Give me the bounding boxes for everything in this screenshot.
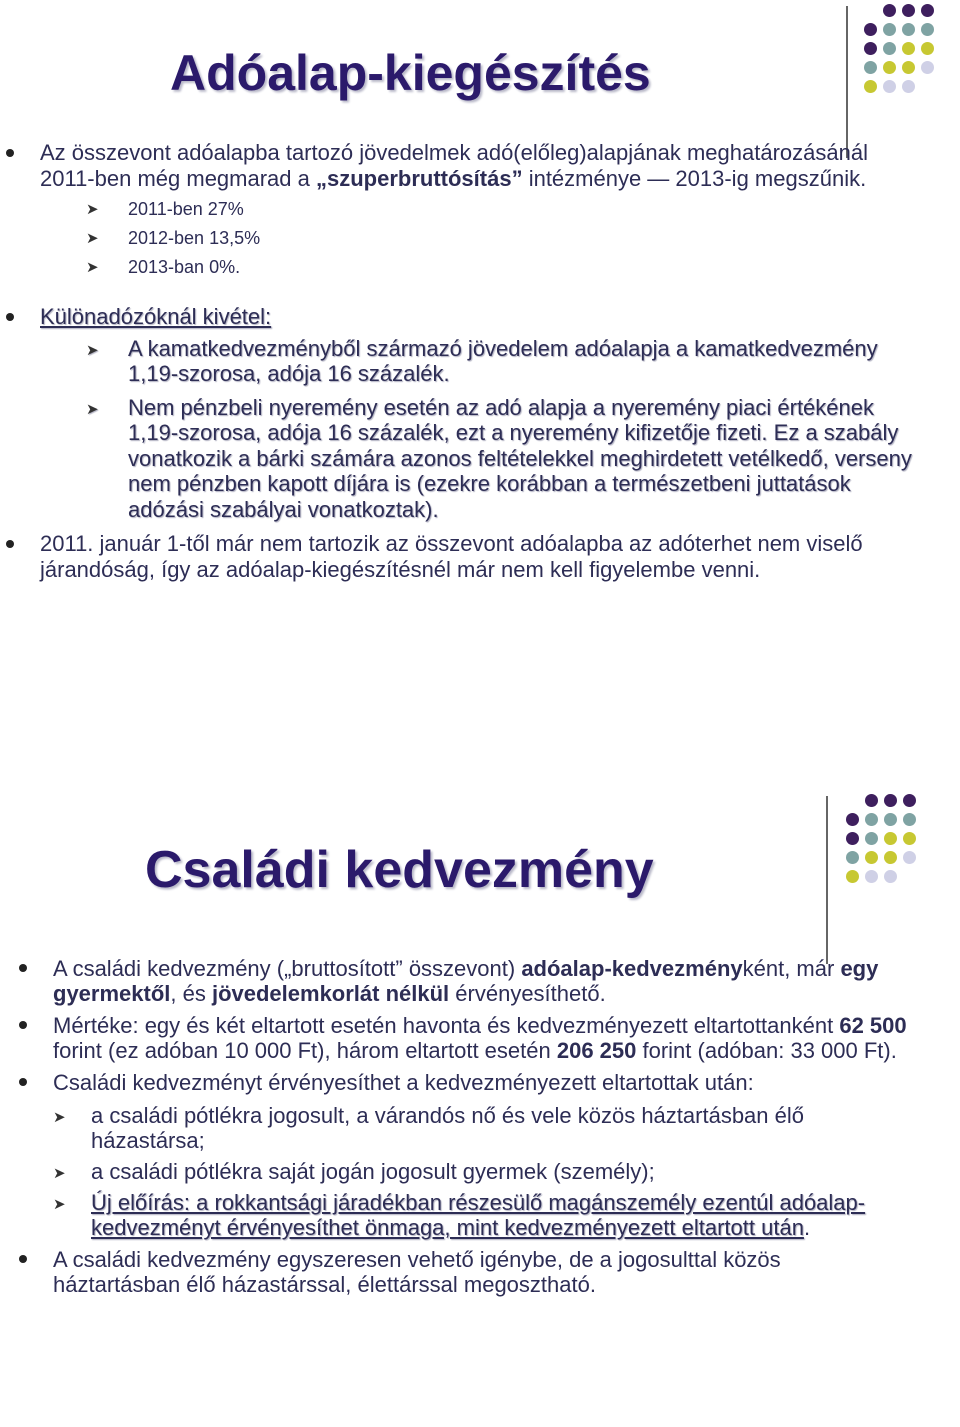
decorative-dot bbox=[903, 794, 916, 807]
list-item bbox=[40, 531, 920, 582]
decorative-dot bbox=[883, 80, 896, 93]
decorative-dot bbox=[921, 61, 934, 74]
list-item: ➤ Nem pénzbeli nyeremény esetén az adó alapja a nyeremény piaci értékének 1,19-szorosa, adója 16 százalék, ezt a nyeremény kifizetője fizeti. Ez a szabály vonatkozik a bárki számára azonos feltételekkel meghirdetett vetélkedő, verseny nem pénzben kapott díjára is (ezekre korábban a természetbeni juttatások adózási szabályai vonatkoztak). bbox=[86, 394, 912, 522]
list-item: ➤ 2011-ben 27% bbox=[128, 195, 920, 224]
decorative-dot bbox=[883, 61, 896, 74]
decorative-dot bbox=[883, 4, 896, 17]
decorative-dot bbox=[902, 61, 915, 74]
list-item: ➤ a családi pótlékra saját jogán jogosult gyermek (személy); bbox=[53, 1159, 655, 1184]
bullet-text: Mértéke: egy és két eltartott esetén havonta és kedvezményezett eltartottanként 62 500 forint (ez adóban 10 000 Ft), három eltartott esetén 206 250 forint (adóban: 33 000 Ft). bbox=[53, 1013, 907, 1063]
decorative-dot bbox=[865, 851, 878, 864]
decorative-dot bbox=[846, 870, 859, 883]
decorative-dot bbox=[864, 23, 877, 36]
slide2-bullet-list bbox=[53, 956, 913, 1304]
decorative-dot bbox=[865, 794, 878, 807]
list-item bbox=[53, 1013, 913, 1063]
slide1-bullet-list bbox=[40, 140, 920, 591]
list-item: ➤ a családi pótlékra jogosult, a várandós nő és vele közös háztartásban élő házastársa; bbox=[53, 1103, 804, 1153]
slide-title: Családi kedvezmény bbox=[145, 841, 654, 899]
list-item bbox=[40, 304, 920, 522]
arrowhead-icon: ➤ bbox=[86, 340, 99, 359]
decorative-dot bbox=[921, 42, 934, 55]
arrowhead-icon: ➤ bbox=[86, 258, 99, 276]
section-heading: Különadózóknál kivétel: bbox=[40, 304, 272, 329]
slide-csaladi-kedvezmeny bbox=[0, 790, 960, 1427]
list-item: ➤ 2013-ban 0%. bbox=[128, 253, 920, 282]
decorative-dot bbox=[921, 4, 934, 17]
decorative-dot bbox=[884, 794, 897, 807]
decorative-dot bbox=[883, 23, 896, 36]
decorative-dot bbox=[903, 851, 916, 864]
arrowhead-icon: ➤ bbox=[53, 1108, 66, 1126]
arrowhead-icon: ➤ bbox=[53, 1195, 66, 1213]
list-item: ➤ 2012-ben 13,5% bbox=[128, 224, 920, 253]
decorative-dot bbox=[864, 42, 877, 55]
decorative-dot bbox=[884, 832, 897, 845]
list-item bbox=[53, 1070, 913, 1240]
decorative-dot bbox=[864, 80, 877, 93]
decorative-dot bbox=[864, 61, 877, 74]
bullet-text: Az összevont adóalapba tartozó jövedelmek adó(előleg)alapjának meghatározásánál 2011-ben még megmarad a „szuperbruttósítás” intézménye ― 2013-ig megszűnik. bbox=[40, 140, 868, 191]
arrowhead-icon: ➤ bbox=[86, 200, 99, 218]
exception-sublist bbox=[86, 335, 920, 523]
decorative-dot bbox=[865, 870, 878, 883]
decorative-dot bbox=[846, 851, 859, 864]
arrowhead-icon: ➤ bbox=[86, 399, 99, 418]
decorative-dot bbox=[865, 832, 878, 845]
slide-adoalap-kiegeszites bbox=[0, 0, 960, 700]
decorative-dot bbox=[884, 870, 897, 883]
decorative-dot bbox=[921, 23, 934, 36]
arrowhead-icon: ➤ bbox=[86, 229, 99, 247]
bullet-text: A családi kedvezmény egyszeresen vehető igénybe, de a jogosulttal közös háztartásban élő házastárssal, élettárssal megosztható. bbox=[53, 1247, 781, 1297]
list-item bbox=[53, 956, 913, 1006]
decorative-dot bbox=[902, 23, 915, 36]
decorative-dot bbox=[902, 80, 915, 93]
decorative-vertical-line bbox=[846, 6, 848, 158]
decorative-dot bbox=[902, 42, 915, 55]
decorative-dot bbox=[902, 4, 915, 17]
list-item bbox=[53, 1247, 913, 1297]
slide-title: Adóalap-kiegészítés bbox=[170, 45, 651, 101]
bullet-text: A családi kedvezmény („bruttosított” összevont) adóalap-kedvezményként, már egy gyermektől, és jövedelemkorlát nélkül érvényesíthető. bbox=[53, 956, 879, 1006]
decorative-dot bbox=[883, 42, 896, 55]
list-item: ➤ Új előírás: a rokkantsági járadékban részesülő magánszemély ezentúl adóalap-kedvezményt érvényesíthet önmaga, mint kedvezményezett eltartott után. bbox=[53, 1190, 866, 1240]
bullet-text: Családi kedvezményt érvényesíthet a kedvezményezett eltartottak után: bbox=[53, 1070, 754, 1095]
rate-sublist bbox=[86, 195, 920, 282]
decorative-dot bbox=[846, 813, 859, 826]
decorative-dot bbox=[846, 832, 859, 845]
arrowhead-icon: ➤ bbox=[53, 1164, 66, 1182]
list-item bbox=[40, 140, 920, 282]
bullet-text: 2011. január 1-től már nem tartozik az összevont adóalapba az adóterhet nem viselő járandóság, így az adóalap-kiegészítésnél már nem kell figyelembe venni. bbox=[40, 531, 863, 582]
decorative-dot bbox=[884, 851, 897, 864]
decorative-dot bbox=[884, 813, 897, 826]
eligible-sublist bbox=[53, 1103, 913, 1240]
decorative-dot bbox=[865, 813, 878, 826]
decorative-dot bbox=[903, 813, 916, 826]
decorative-vertical-line bbox=[826, 796, 828, 964]
list-item: ➤ A kamatkedvezményből származó jövedelem adóalapja a kamatkedvezmény 1,19-szorosa, adója 16 százalék. bbox=[86, 335, 878, 386]
decorative-dot bbox=[903, 832, 916, 845]
